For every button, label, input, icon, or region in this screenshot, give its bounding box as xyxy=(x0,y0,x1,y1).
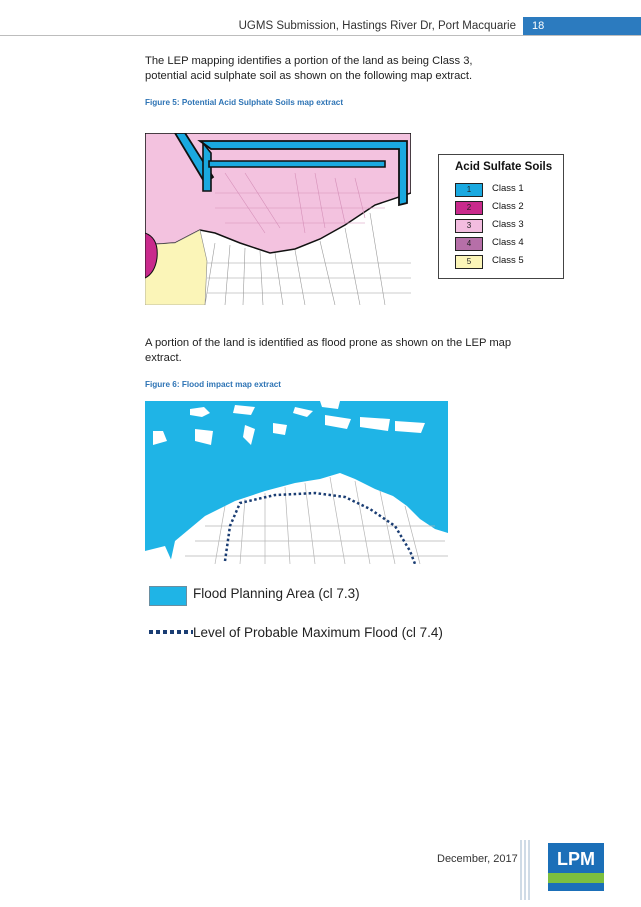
intro-paragraph: The LEP mapping identifies a portion of the land as being Class 3, potential acid sulphate soil as shown on the following map extract. xyxy=(145,55,473,82)
legend-label: Class 4 xyxy=(492,237,524,248)
flood-planning-swatch xyxy=(149,586,187,606)
header-divider xyxy=(0,35,641,36)
acid-sulfate-soils-map xyxy=(145,133,411,305)
acid-sulfate-legend xyxy=(438,154,564,279)
legend-label: Class 3 xyxy=(492,219,524,230)
flood-planning-label: Flood Planning Area (cl 7.3) xyxy=(193,586,360,601)
legend-label: Class 2 xyxy=(492,201,524,212)
figure-5-caption: Figure 5: Potential Acid Sulphate Soils map extract xyxy=(145,98,344,107)
header-title: UGMS Submission, Hastings River Dr, Port Macquarie xyxy=(238,20,516,32)
flood-impact-map xyxy=(145,401,448,564)
legend-label: Class 5 xyxy=(492,255,524,266)
flood-paragraph: A portion of the land is identified as flood prone as shown on the LEP map extract. xyxy=(145,337,512,364)
page-number-badge: 18 xyxy=(523,17,641,35)
legend-swatch: 4 xyxy=(455,237,483,251)
footer-date: December, 2017 xyxy=(437,853,518,865)
figure-6-caption: Figure 6: Flood impact map extract xyxy=(145,380,282,389)
pmf-dotted-line-swatch xyxy=(149,630,193,634)
legend-swatch: 1 xyxy=(455,183,483,197)
legend-swatch: 3 xyxy=(455,219,483,233)
legend-swatch: 5 xyxy=(455,255,483,269)
pmf-label: Level of Probable Maximum Flood (cl 7.4) xyxy=(193,625,443,640)
legend-title: Acid Sulfate Soils xyxy=(455,161,553,173)
legend-swatch: 2 xyxy=(455,201,483,215)
logo-text: LPM xyxy=(557,849,595,869)
footer-divider-lines xyxy=(519,840,535,900)
lpm-logo xyxy=(548,843,604,891)
legend-label: Class 1 xyxy=(492,183,524,194)
